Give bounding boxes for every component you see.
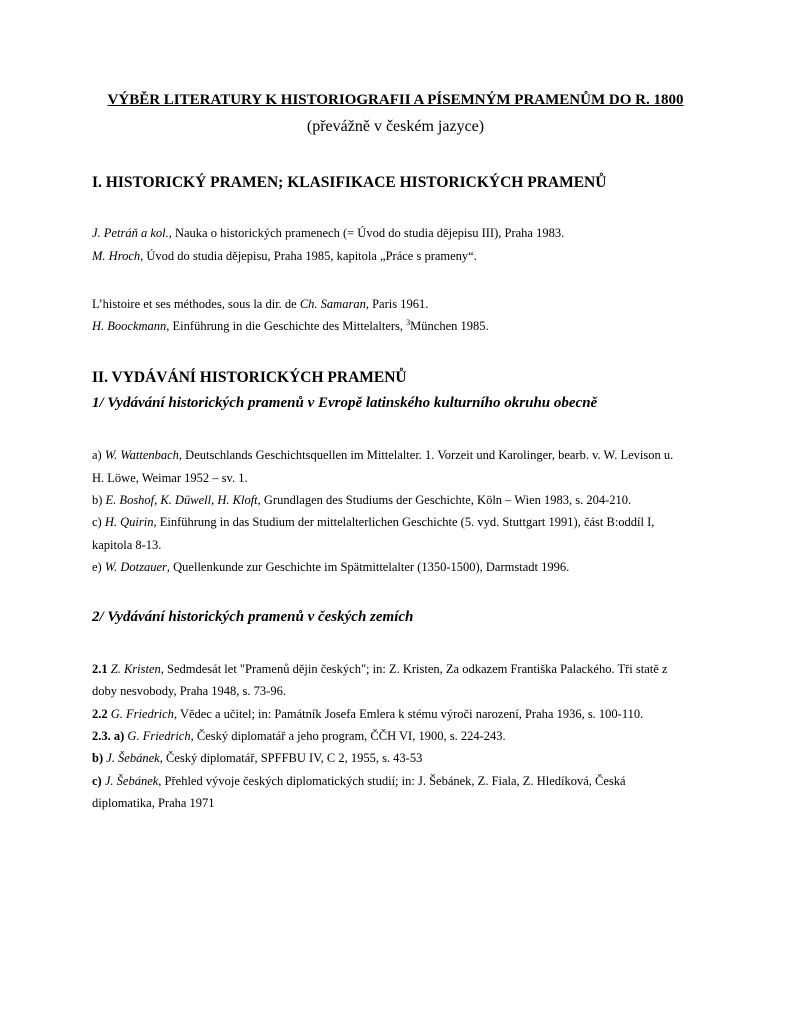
bib-author: Ch. Samaran	[299, 297, 366, 311]
bib-entry-continuation: kapitola 8-13.	[92, 538, 162, 552]
bib-author: J. Šebánek	[101, 774, 159, 788]
bib-entry	[92, 493, 631, 508]
bib-entry	[92, 729, 506, 744]
section-2-heading: II. VYDÁVÁNÍ HISTORICKÝCH PRAMENŮ	[92, 369, 407, 386]
bib-entry	[92, 448, 673, 463]
bib-author: H. Boockmann	[92, 319, 167, 333]
bib-entry	[92, 249, 477, 264]
section-1-heading: I. HISTORICKÝ PRAMEN; KLASIFIKACE HISTORICKÝCH PRAMENŮ	[92, 174, 607, 191]
bib-prefix: b)	[92, 493, 106, 507]
bib-text: , Český diplomatář, SPFFBU IV, C 2, 1955, s. 43-53	[159, 751, 423, 765]
bib-entry	[92, 751, 422, 766]
bib-text: , Paris 1961.	[365, 297, 429, 311]
bib-entry-continuation: diplomatika, Praha 1971	[92, 796, 215, 810]
bib-entry	[92, 560, 569, 575]
bib-text: , Český diplomatář a jeho program, ČČH VI, 1900, s. 224-243.	[190, 729, 506, 743]
edition-superscript: 3	[406, 317, 411, 327]
bib-prefix: 2.3. a)	[92, 729, 125, 743]
subsection-1-heading: 1/ Vydávání historických pramenů v Evropě latinského kulturního okruhu obecně	[92, 395, 598, 411]
bib-text: , Quellenkunde zur Geschichte im Spätmittelalter (1350-1500), Darmstadt 1996.	[166, 560, 570, 574]
bib-author: W. Dotzauer	[104, 560, 167, 574]
bib-entry-continuation: H. Löwe, Weimar 1952 – sv. 1.	[92, 471, 248, 485]
bib-prefix: a)	[92, 448, 105, 462]
bib-entry	[92, 774, 626, 789]
subsection-2-heading: 2/ Vydávání historických pramenů v českých zemích	[92, 609, 414, 625]
bib-text: , Einführung in die Geschichte des Mittelalters,	[166, 319, 407, 333]
bib-prefix: c)	[92, 515, 105, 529]
bib-prefix: 2.2	[92, 707, 108, 721]
bib-prefix: c)	[92, 774, 102, 788]
bib-text: , Einführung in das Studium der mittelalterlichen Geschichte (5. vyd. Stuttgart 1991), část B:oddíl I,	[153, 515, 655, 529]
bib-prefix: 2.1	[92, 662, 108, 676]
bib-text: , Nauka o historických pramenech (= Úvod do studia dějepisu III), Praha 1983.	[168, 226, 565, 240]
bib-text: , Deutschlands Geschichtsquellen im Mittelalter. 1. Vorzeit und Karolinger, bearb. v. W. Levison u.	[178, 448, 674, 462]
bib-author: E. Boshof, K. Düwell, H. Kloft	[105, 493, 258, 507]
bib-entry	[92, 297, 428, 312]
bib-author: J. Šebánek	[103, 751, 160, 765]
bib-text: , Grundlagen des Studiums der Geschichte, Köln – Wien 1983, s. 204-210.	[257, 493, 632, 507]
bib-author: H. Quirin	[104, 515, 154, 529]
bib-author: G. Friedrich	[124, 729, 191, 743]
bib-author: Z. Kristen	[107, 662, 161, 676]
bib-text: , Sedmdesát let "Pramenů dějin českých"; in: Z. Kristen, Za odkazem Františka Palackého. Tři statě z	[160, 662, 668, 676]
bib-author: J. Petráň a kol.	[92, 226, 169, 240]
document-subtitle: (převážně v českém jazyce)	[306, 118, 485, 135]
bib-prefix: e)	[92, 560, 105, 574]
bib-entry-continuation: doby nesvobody, Praha 1948, s. 73-96.	[92, 684, 286, 698]
bib-entry	[92, 226, 564, 241]
bib-text: , Přehled vývoje českých diplomatických studií; in: J. Šebánek, Z. Fiala, Z. Hledíková, Česká	[158, 774, 626, 788]
bib-author: M. Hroch	[92, 249, 141, 263]
document-title: VÝBĚR LITERATURY K HISTORIOGRAFII A PÍSEMNÝM PRAMENŮM DO R. 1800	[107, 92, 684, 108]
bib-author: W. Wattenbach	[104, 448, 179, 462]
bib-author: G. Friedrich	[107, 707, 174, 721]
bib-text: L’histoire et ses méthodes, sous la dir. de	[92, 297, 300, 311]
bib-prefix: b)	[92, 751, 104, 765]
bib-entry	[92, 515, 654, 530]
bib-entry	[92, 319, 489, 334]
bib-text: , Vědec a učitel; in: Památník Josefa Emlera k stému výroči narození, Praha 1936, s. 100-110.	[173, 707, 644, 721]
bib-text: München 1985.	[410, 319, 489, 333]
bib-text: , Úvod do studia dějepisu, Praha 1985, kapitola „Práce s prameny“.	[140, 249, 477, 263]
bib-entry	[92, 662, 667, 677]
bib-entry	[92, 707, 643, 722]
